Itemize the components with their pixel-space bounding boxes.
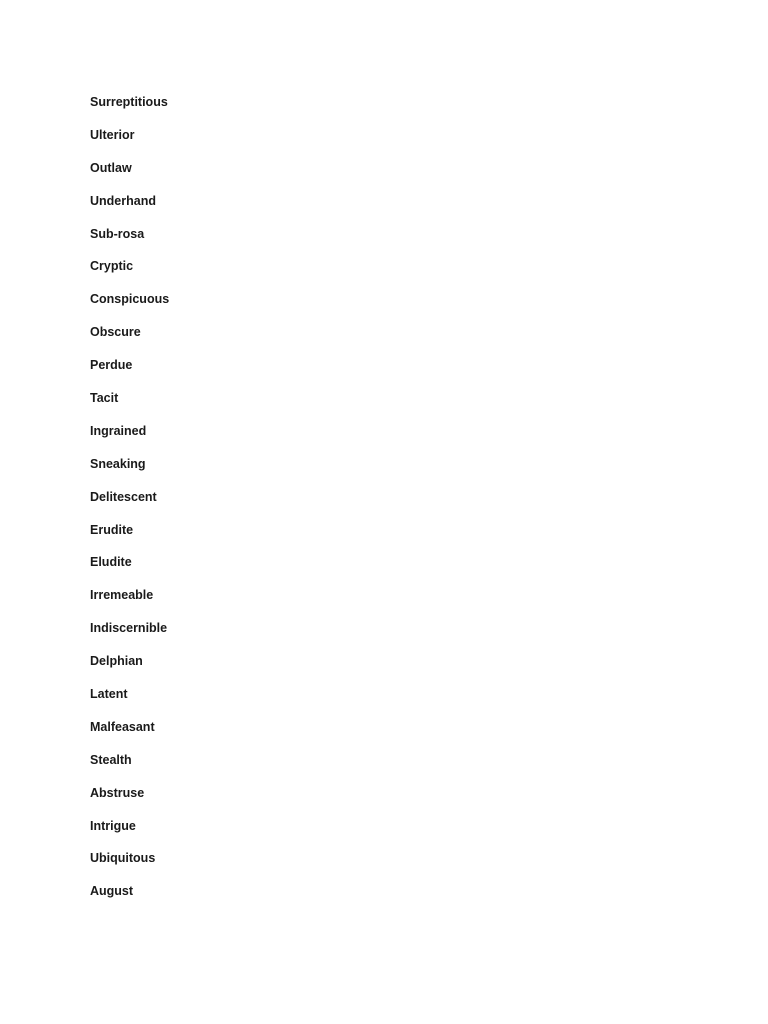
- list-item: Indiscernible: [90, 621, 168, 636]
- list-item: Surreptitious: [90, 95, 168, 109]
- list-item: Cryptic: [90, 259, 134, 274]
- list-item: Sub-rosa: [90, 226, 145, 241]
- list-item: Stealth: [90, 752, 132, 767]
- list-item: Underhand: [90, 193, 156, 208]
- word-list: [90, 94, 169, 916]
- list-item: Intrigue: [90, 818, 136, 833]
- list-item: Ubiquitous: [90, 851, 156, 866]
- list-item: Obscure: [90, 325, 141, 340]
- list-item: Delitescent: [90, 489, 157, 504]
- list-item: August: [90, 884, 134, 899]
- list-item: Irremeable: [90, 588, 154, 603]
- list-item: Perdue: [90, 358, 133, 373]
- list-item: Eludite: [90, 555, 132, 570]
- list-item: Sneaking: [90, 456, 146, 471]
- list-item: Malfeasant: [90, 719, 155, 734]
- list-item: Abstruse: [90, 785, 145, 800]
- list-item: Tacit: [90, 391, 119, 406]
- list-item: Erudite: [90, 522, 134, 537]
- list-item: Ingrained: [90, 423, 147, 438]
- list-item: Delphian: [90, 654, 143, 669]
- list-item: Latent: [90, 687, 128, 702]
- list-item: Conspicuous: [90, 292, 170, 307]
- list-item: Ulterior: [90, 127, 135, 142]
- list-item: Outlaw: [90, 160, 132, 175]
